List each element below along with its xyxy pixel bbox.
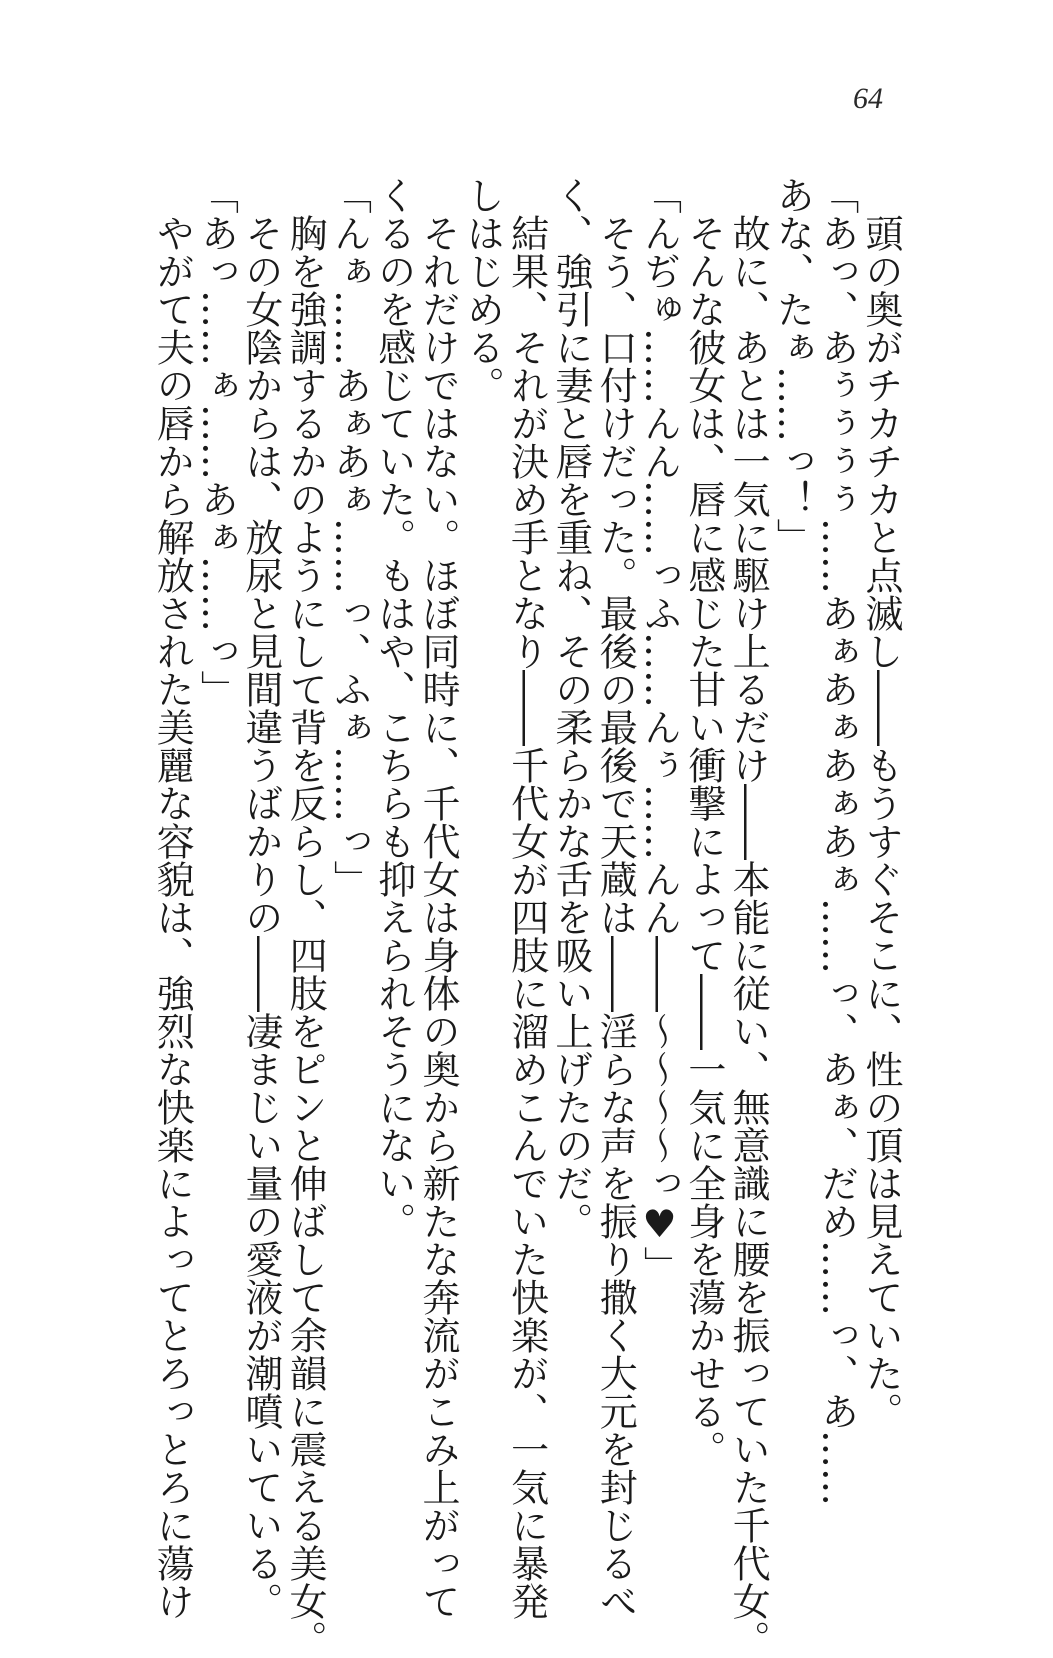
text-line: そう、口付けだった。最後の最後で天蔵は――淫らな声を振り撒く大元を封じるべ <box>593 176 638 1620</box>
text-line: それだけではない。ほぼ同時に、千代女は身体の奥から新たな奔流がこみ上がって <box>416 176 461 1620</box>
text-line: その女陰からは、放尿と見間違うばかりの――凄まじい量の愛液が潮噴いている。 <box>238 176 283 1620</box>
text-line: しはじめる。 <box>460 176 505 404</box>
text-line: やがて夫の唇から解放された美麗な容貌は、強烈な快楽によってとろっとろに蕩け <box>150 176 195 1620</box>
text-line: 「んぢゅ……んん……っふ……んぅ……んん――〜〜〜〜っ♥」 <box>637 176 682 1284</box>
text-line: あな、たぁ……っ！」 <box>770 176 815 556</box>
text-line: 胸を強調するかのようにして背を反らし、四肢をピンと伸ばして余韻に震える美女。 <box>283 176 328 1658</box>
text-line: 頭の奥がチカチカと点滅し――もうすぐそこに、性の頂は見えていた。 <box>859 176 903 1430</box>
text-line: 「あっ……ぁ……あぁ……っ」 <box>194 176 239 708</box>
text-line: そんな彼女は、唇に感じた甘い衝撃によって――一気に全身を蕩かせる。 <box>681 176 726 1468</box>
text-line: 結果、それが決め手となり――千代女が四肢に溜めこんでいた快楽が、一気に暴発 <box>504 176 549 1620</box>
body-text <box>150 176 903 1658</box>
text-line: 故に、あとは一気に駆け上るだけ――本能に従い、無意識に腰を振っていた千代女。 <box>726 176 771 1658</box>
text-line: 「あっ、あぅぅぅぅ……あぁあぁあぁあぁ……っ、あぁ、だめ……っ、あ…… <box>814 176 859 1506</box>
text-line: く、強引に妻と唇を重ね、その柔らかな舌を吸い上げたのだ。 <box>548 176 593 1240</box>
page-number: 64 <box>853 82 883 115</box>
text-line: 「んぁ……あぁあぁ……っ、ふぁ……っ」 <box>327 176 372 898</box>
text-line: くるのを感じていた。もはや、こちらも抑えられそうにない。 <box>371 176 416 1240</box>
